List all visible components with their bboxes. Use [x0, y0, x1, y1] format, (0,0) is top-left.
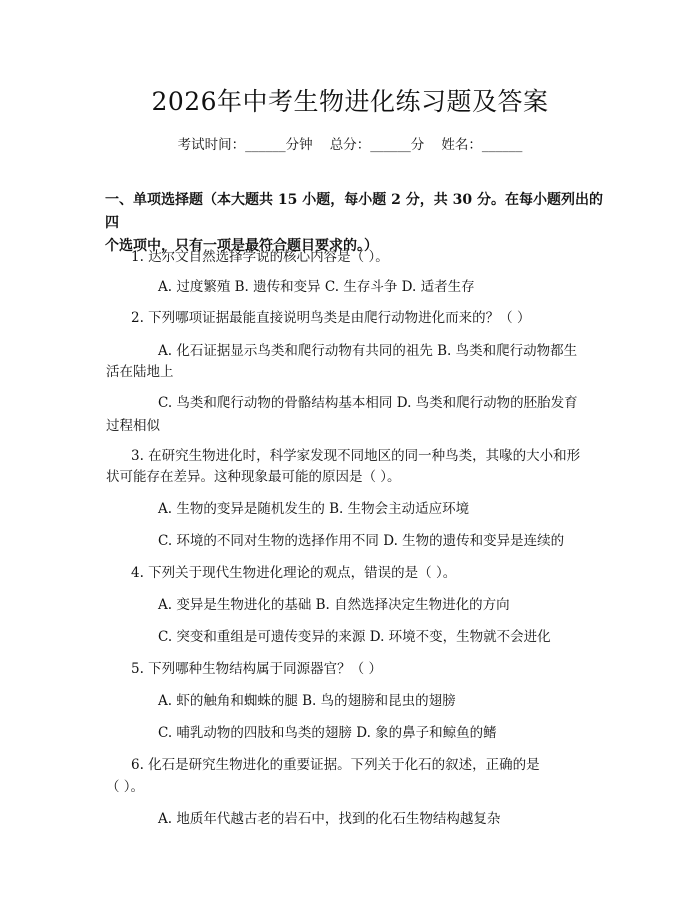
question-5-stem: 5. 下列哪种生物结构属于同源器官？（ ）: [131, 661, 382, 677]
question-4-stem: 4. 下列关于现代生物进化理论的观点，错误的是（ ）。: [131, 565, 457, 581]
question-6-option-line: A. 地质年代越古老的岩石中，找到的化石生物结构越复杂: [158, 811, 501, 827]
question-3-option-line: C. 环境的不同对生物的选择作用不同 D. 生物的遗传和变异是连续的: [158, 533, 565, 549]
question-5-option-line: C. 哺乳动物的四肢和鸟类的翅膀 D. 象的鼻子和鲸鱼的鳍: [158, 725, 497, 741]
question-2-stem: 2. 下列哪项证据最能直接说明鸟类是由爬行动物进化而来的？（ ）: [131, 310, 531, 326]
question-6-stem: （ ）。: [106, 779, 145, 795]
question-2-option-line: 活在陆地上: [106, 364, 174, 380]
question-4-option-line: C. 突变和重组是可遗传变异的来源 D. 环境不变，生物就不会进化: [158, 629, 551, 645]
question-3-stem: 状可能存在差异。这种现象最可能的原因是（ ）。: [106, 469, 401, 485]
question-2-option-line: 过程相似: [106, 418, 160, 434]
section-heading-line: 一、单项选择题（本大题共 15 小题，每小题 2 分，共 30 分。在每小题列出的四: [105, 192, 603, 231]
section-heading-line: 个选项中，只有一项是最符合题目要求的。）: [105, 238, 378, 254]
question-1-options: A. 过度繁殖 B. 遗传和变异 C. 生存斗争 D. 适者生存: [158, 279, 475, 295]
question-2-option-line: A. 化石证据显示鸟类和爬行动物有共同的祖先 B. 鸟类和爬行动物都生: [158, 343, 578, 359]
question-2-option-line: C. 鸟类和爬行动物的骨骼结构基本相同 D. 鸟类和爬行动物的胚胎发育: [158, 395, 578, 411]
question-3-stem: 3. 在研究生物进化时，科学家发现不同地区的同一种鸟类，其喙的大小和形: [131, 448, 581, 464]
question-6-stem: 6. 化石是研究生物进化的重要证据。下列关于化石的叙述，正确的是: [131, 757, 540, 773]
page-title: 2026年中考生物进化练习题及答案: [151, 87, 549, 116]
question-3-option-line: A. 生物的变异是随机发生的 B. 生物会主动适应环境: [158, 501, 470, 517]
exam-info-line: 考试时间：______分钟 总分：______分 姓名：______: [177, 137, 523, 153]
question-1-stem: 1. 达尔文自然选择学说的核心内容是（ ）。: [131, 249, 389, 265]
question-5-option-line: A. 虾的触角和蜘蛛的腿 B. 鸟的翅膀和昆虫的翅膀: [158, 693, 456, 709]
question-4-option-line: A. 变异是生物进化的基础 B. 自然选择决定生物进化的方向: [158, 597, 510, 613]
